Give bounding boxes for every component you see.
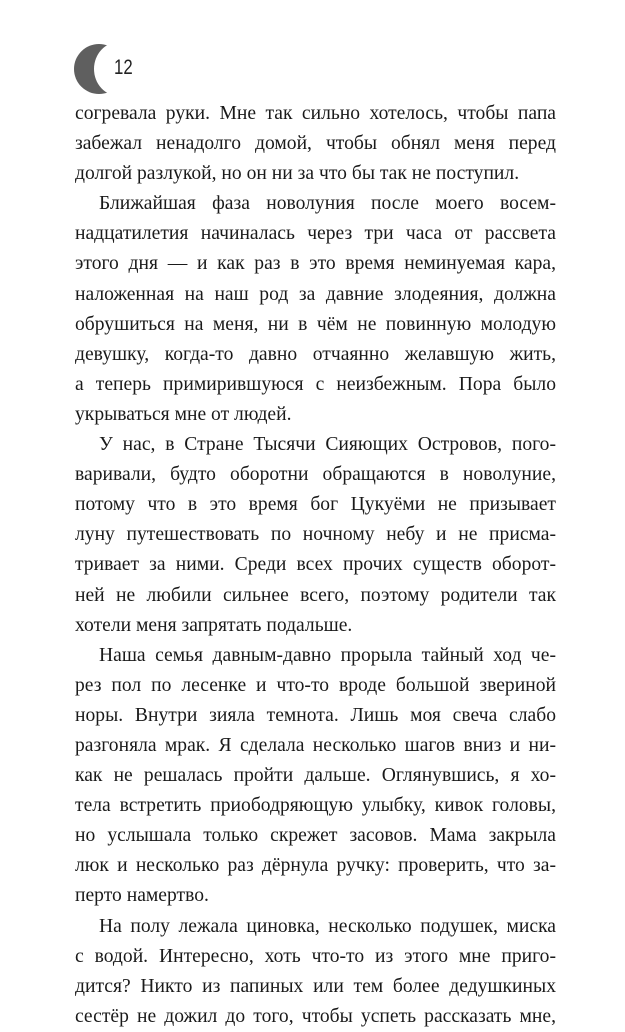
text-line: дится? Никто из папиных или тем более дедушкиных (75, 975, 556, 997)
text-line: норы. Внутри зияла темнота. Лишь моя свеча слабо (75, 704, 556, 726)
paragraph (75, 641, 556, 912)
text-line: забежал ненадолго домой, чтобы обнял меня перед (75, 133, 556, 155)
text-line: а теперь примирившуюся с неизбежным. Пора было (75, 373, 556, 395)
text-line: разгоняла мрак. Я сделала несколько шагов вниз и ни- (75, 734, 556, 756)
paragraph (75, 912, 556, 1032)
text-line: с водой. Интересно, хоть что-то из этого мне приго- (75, 945, 556, 967)
paragraph (75, 430, 556, 641)
text-line: хотели меня запрятать подальше. (75, 614, 353, 636)
text-line: обрушиться на меня, ни в чём не повинную молодую (75, 313, 556, 335)
text-line: луну путешествовать по ночному небу и не присма- (75, 524, 556, 546)
text-line: люк и несколько раз дёрнула ручку: проверить, что за- (75, 855, 556, 877)
text-line: этого дня — и как раз в это время неминуемая кара, (75, 253, 556, 275)
text-line: У нас, в Стране Тысячи Сияющих Островов, пого- (99, 434, 556, 456)
text-line: ней не любили сильнее всего, поэтому родители так (75, 584, 556, 606)
paragraph (75, 189, 556, 430)
text-line: тела встретить приободряющую улыбку, кивок головы, (75, 795, 556, 817)
text-line: варивали, будто оборотни обращаются в новолуние, (75, 464, 556, 486)
text-line: потому что в это время бог Цукуёми не призывает (75, 494, 556, 516)
text-line: рез пол по лесенке и что-то вроде большой звериной (75, 674, 556, 696)
text-line: сестёр не дожил до того, чтобы успеть рассказать мне, (75, 1005, 556, 1027)
text-line: Наша семья давным-давно прорыла тайный ход че- (99, 644, 556, 666)
text-line: долгой разлукой, но он ни за что бы так не поступил. (75, 163, 520, 185)
text-line: как не решалась пройти дальше. Оглянувшись, я хо- (75, 765, 556, 787)
text-line: укрываться мне от людей. (75, 403, 292, 425)
text-line: На полу лежала циновка, несколько подушек, миска (99, 915, 556, 937)
page-number: 12 (114, 56, 133, 79)
text-line: тривает за ними. Среди всех прочих существ оборот- (75, 554, 556, 576)
text-line: согревала руки. Мне так сильно хотелось, чтобы папа (75, 103, 556, 124)
body-text (75, 99, 556, 1032)
page-header (74, 44, 154, 94)
paragraph (75, 99, 556, 189)
text-line: Ближайшая фаза новолуния после моего восем- (99, 193, 556, 215)
text-line: перто намертво. (75, 885, 209, 907)
text-line: наложенная на наш род за давние злодеяния, должна (75, 283, 556, 305)
text-line: девушку, когда-то давно отчаянно желавшую жить, (75, 343, 556, 365)
text-line: но услышала только скрежет засовов. Мама закрыла (75, 825, 556, 847)
text-line: надцатилетия начиналась через три часа от рассвета (75, 223, 556, 245)
